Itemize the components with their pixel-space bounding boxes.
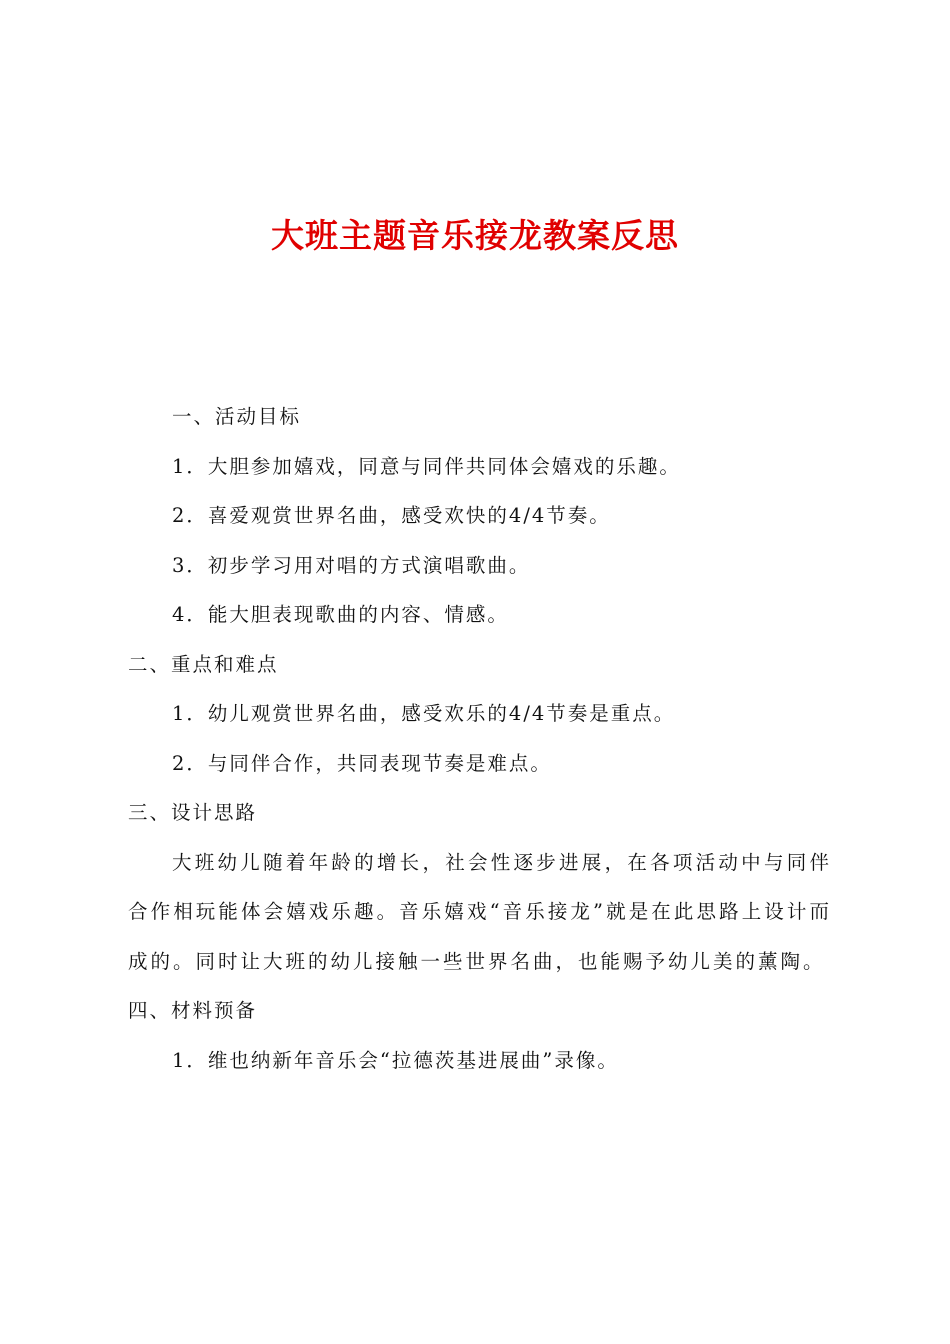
design-paragraph: 大班幼儿随着年龄的增长，社会性逐步进展，在各项活动中与同伴合作相玩能体会嬉戏乐趣。音乐嬉戏“音乐接龙”就是在此思路上设计而成的。同时让大班的幼儿接触一些世界名曲，也能赐予幼儿美的薰陶。: [128, 850, 832, 973]
section-heading-materials: 四、材料预备: [128, 999, 258, 1022]
section-heading-design: 三、设计思路: [128, 801, 258, 824]
goal-item: 4．能大胆表现歌曲的内容、情感。: [172, 603, 509, 626]
document-title: 大班主题音乐接龙教案反思: [271, 216, 679, 255]
goal-item: 1．大胆参加嬉戏，同意与同伴共同体会嬉戏的乐趣。: [172, 454, 681, 478]
key-point-item: 2．与同伴合作，共同表现节奏是难点。: [172, 751, 552, 775]
document-body: [128, 392, 832, 1085]
material-item: 1．维也纳新年音乐会“拉德茨基进展曲”录像。: [172, 1048, 619, 1072]
key-point-item: 1．幼儿观赏世界名曲，感受欢乐的4/4节奏是重点。: [172, 702, 676, 725]
goal-item: 2．喜爱观赏世界名曲，感受欢快的4/4节奏。: [172, 504, 611, 527]
goal-item: 3．初步学习用对唱的方式演唱歌曲。: [172, 553, 531, 577]
section-heading-key-points: 二、重点和难点: [128, 652, 279, 676]
section-heading-goals: 一、活动目标: [172, 405, 302, 428]
